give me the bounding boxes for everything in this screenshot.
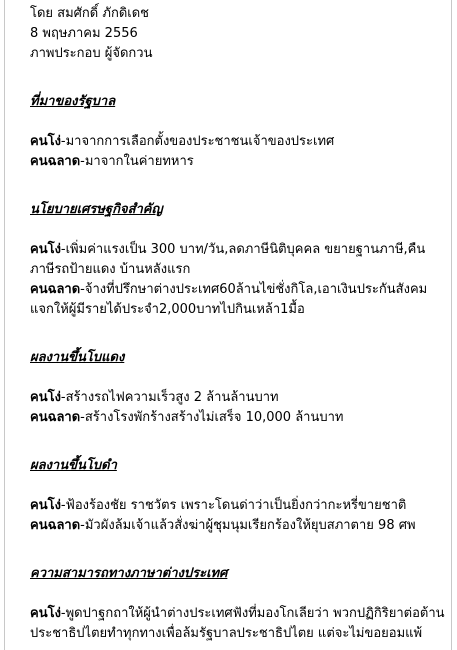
list-item bbox=[30, 496, 448, 516]
speaker-label: คนโง่ bbox=[30, 390, 61, 405]
section-heading: ที่มาของรัฐบาล bbox=[30, 94, 116, 109]
item-text: -พูดปาฐกถาให้ผู้นำต่างประเทศฟังที่มองโกเลียว่า พวกปฏิกิริยาต่อต้านประชาธิปไตยทำทุกทางเพื่อล้มรัฐบาลประชาธิปไตย แต่จะไม่ขอยอมแพ้ bbox=[30, 606, 445, 641]
speaker-label: คนฉลาด bbox=[30, 410, 81, 425]
item-text: -ฟ้องร้องชัย ราชวัตร เพราะโดนด่าว่าเป็นยิ่งกว่ากะหรี่ขายชาติ bbox=[60, 498, 407, 513]
speaker-label: คนฉลาด bbox=[30, 282, 81, 297]
item-text: -มัวผังล้มเจ้าแล้วสั่งฆ่าผู้ชุมนุมเรียกร้องให้ยุบสภาตาย 98 ศพ bbox=[80, 518, 416, 533]
speaker-label: คนฉลาด bbox=[30, 518, 81, 533]
byline bbox=[30, 4, 448, 64]
frame-left-border bbox=[4, 0, 5, 650]
speaker-label: คนโง่ bbox=[30, 498, 61, 513]
list-item bbox=[30, 388, 448, 408]
speaker-label: คนโง่ bbox=[30, 134, 61, 149]
list-item bbox=[30, 408, 448, 428]
list-item bbox=[30, 604, 448, 644]
section-heading: นโยบายเศรษฐกิจสำคัญ bbox=[30, 202, 163, 217]
section-economic-policy bbox=[30, 200, 448, 320]
item-text: -สร้างรถไฟความเร็วสูง 2 ล้านล้านบาท bbox=[60, 390, 279, 405]
author-line: โดย สมศักดิ์ ภักดิเดช bbox=[30, 6, 149, 21]
section-red-ribbon-works bbox=[30, 348, 448, 428]
date-line: 8 พฤษภาคม 2556 bbox=[30, 26, 138, 41]
item-text: -มาจากการเลือกตั้งของประชาชนเจ้าของประเทศ bbox=[60, 134, 335, 149]
list-item bbox=[30, 152, 448, 172]
item-text: -จ้างที่ปรึกษาต่างประเทศ60ล้านไข่ชั่งกิโล,เอาเงินประกันสังคมแจกให้ผู้มีรายได้ประจำ2,000บาทไปกินเหล้า1มื้อ bbox=[30, 282, 428, 317]
list-item bbox=[30, 240, 448, 280]
section-heading: ความสามารถทางภาษาต่างประเทศ bbox=[30, 566, 228, 581]
section-government-origin bbox=[30, 92, 448, 172]
item-text: -สร้างโรงพักร้างสร้างไม่เสร็จ 10,000 ล้านบาท bbox=[80, 410, 344, 425]
list-item bbox=[30, 516, 448, 536]
list-item bbox=[30, 280, 448, 320]
section-heading: ผลงานขึ้นโบแดง bbox=[30, 350, 125, 365]
frame-right-border bbox=[451, 0, 452, 650]
speaker-label: คนโง่ bbox=[30, 242, 61, 257]
section-black-ribbon-works bbox=[30, 456, 448, 536]
item-text: -มาจากในค่ายทหาร bbox=[80, 154, 194, 169]
speaker-label: คนฉลาด bbox=[30, 154, 81, 169]
section-foreign-language bbox=[30, 564, 448, 644]
list-item bbox=[30, 132, 448, 152]
article-body bbox=[30, 4, 448, 644]
speaker-label: คนโง่ bbox=[30, 606, 61, 621]
item-text: -เพิ่มค่าแรงเป็น 300 บาท/วัน,ลดภาษีนิติบุคคล ขยายฐานภาษี,คืนภาษีรถป้ายแดง บ้านหลังแรก bbox=[30, 242, 426, 277]
section-heading: ผลงานขึ้นโบดำ bbox=[30, 458, 117, 473]
illustration-credit: ภาพประกอบ ผู้จัดกวน bbox=[30, 46, 153, 61]
